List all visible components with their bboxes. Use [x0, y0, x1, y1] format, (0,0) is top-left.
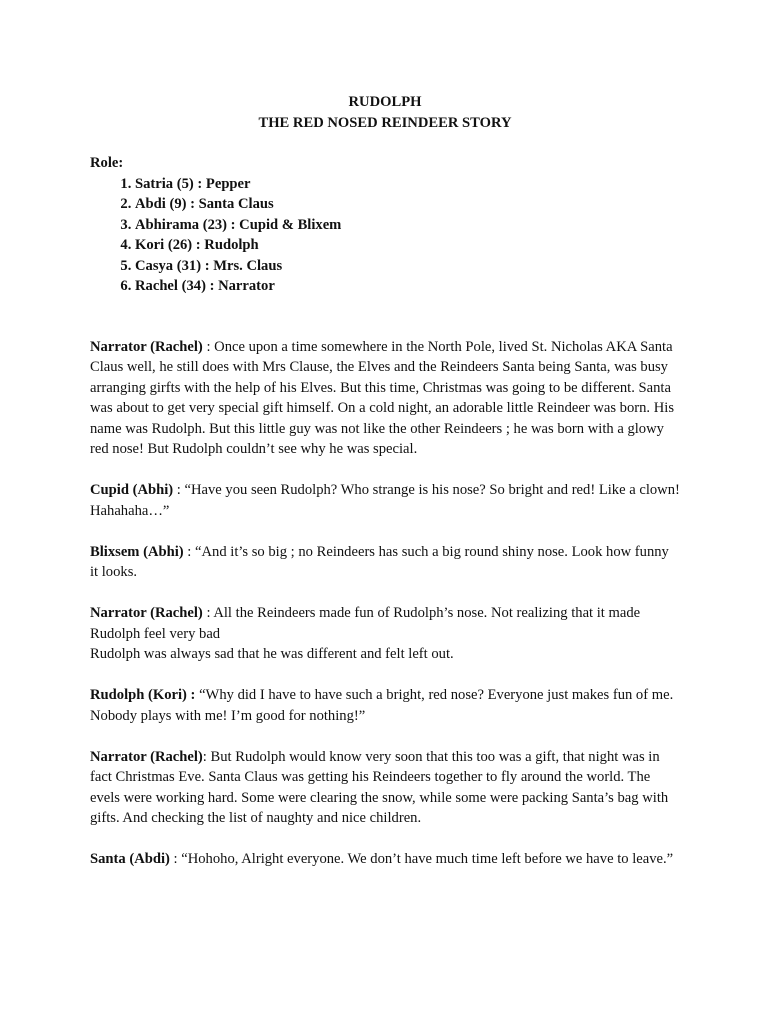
- dialogue-text: : “Have you seen Rudolph? Who strange is his nose? So bright and red! Like a clown! Hahahaha…”: [90, 482, 680, 519]
- script-paragraph: [90, 603, 680, 665]
- role-item: 2. Abdi (9) : Santa Claus: [135, 194, 680, 215]
- script-paragraph: [90, 480, 680, 521]
- dialogue-text: “Why did I have to have such a bright, red nose? Everyone just makes fun of me. Nobody plays with me! I’m good for nothing!”: [90, 687, 674, 724]
- dialogue-text: : Once upon a time somewhere in the North Pole, lived St. Nicholas AKA Santa Claus well, he still does with Mrs Clause, the Elves and the Reindeers Santa being Santa, was busy arranging girfts with the help of his Elves. But this time, Christmas was going to be different. Santa was about to get very special gift himself. On a cold night, an adorable little Reindeer was born. His name was Rudolph. But this little guy was not like the other Reindeers ; he was born with a glowy red nose! But Rudolph couldn’t see why he was special.: [90, 338, 674, 457]
- dialogue-text: : But Rudolph would know very soon that this too was a gift, that night was in fact Christmas Eve. Santa Claus was getting his Reindeers together to fly around the world. The evels were working hard. Some were clearing the snow, while some were packing Santa’s bag with gifts. And checking the list of naughty and nice children.: [90, 748, 669, 826]
- document-subtitle: THE RED NOSED REINDEER STORY: [258, 114, 512, 131]
- speaker-name: Cupid (Abhi): [90, 482, 174, 498]
- speaker-name: Blixsem (Abhi): [90, 543, 184, 560]
- role-item: 6. Rachel (34) : Narrator: [135, 276, 680, 297]
- speaker-name: Santa (Abdi): [90, 851, 170, 867]
- speaker-name: Narrator (Rachel): [90, 338, 203, 355]
- script-paragraph: [90, 542, 680, 583]
- script-paragraph: [90, 849, 680, 870]
- role-item: 4. Kori (26) : Rudolph: [135, 235, 680, 256]
- role-list: [90, 174, 680, 297]
- document-page: [90, 92, 680, 890]
- role-item: 3. Abhirama (23) : Cupid & Blixem: [135, 215, 680, 236]
- script-paragraph: [90, 337, 680, 460]
- speaker-name: Narrator (Rachel): [90, 605, 203, 621]
- script-paragraph: [90, 747, 680, 829]
- dialogue-text: : “Hohoho, Alright everyone. We don’t have much time left before we have to leave.”: [169, 851, 674, 867]
- dialogue-text: : “And it’s so big ; no Reindeers has such a big round shiny nose. Look how funny it looks.: [90, 543, 669, 580]
- role-item: 5. Casya (31) : Mrs. Claus: [135, 256, 680, 277]
- speaker-name: Rudolph (Kori) :: [90, 687, 196, 703]
- speaker-name: Narrator (Rachel): [90, 748, 203, 765]
- document-title: RUDOLPH: [348, 94, 422, 110]
- role-item: 1. Satria (5) : Pepper: [135, 174, 680, 195]
- role-heading: Role:: [90, 155, 124, 171]
- script-paragraph: [90, 685, 680, 726]
- dialogue-text: : All the Reindeers made fun of Rudolph’s nose. Not realizing that it made Rudolph feel very bad: [90, 605, 641, 642]
- dialogue-text-continued: Rudolph was always sad that he was different and felt left out.: [90, 646, 454, 662]
